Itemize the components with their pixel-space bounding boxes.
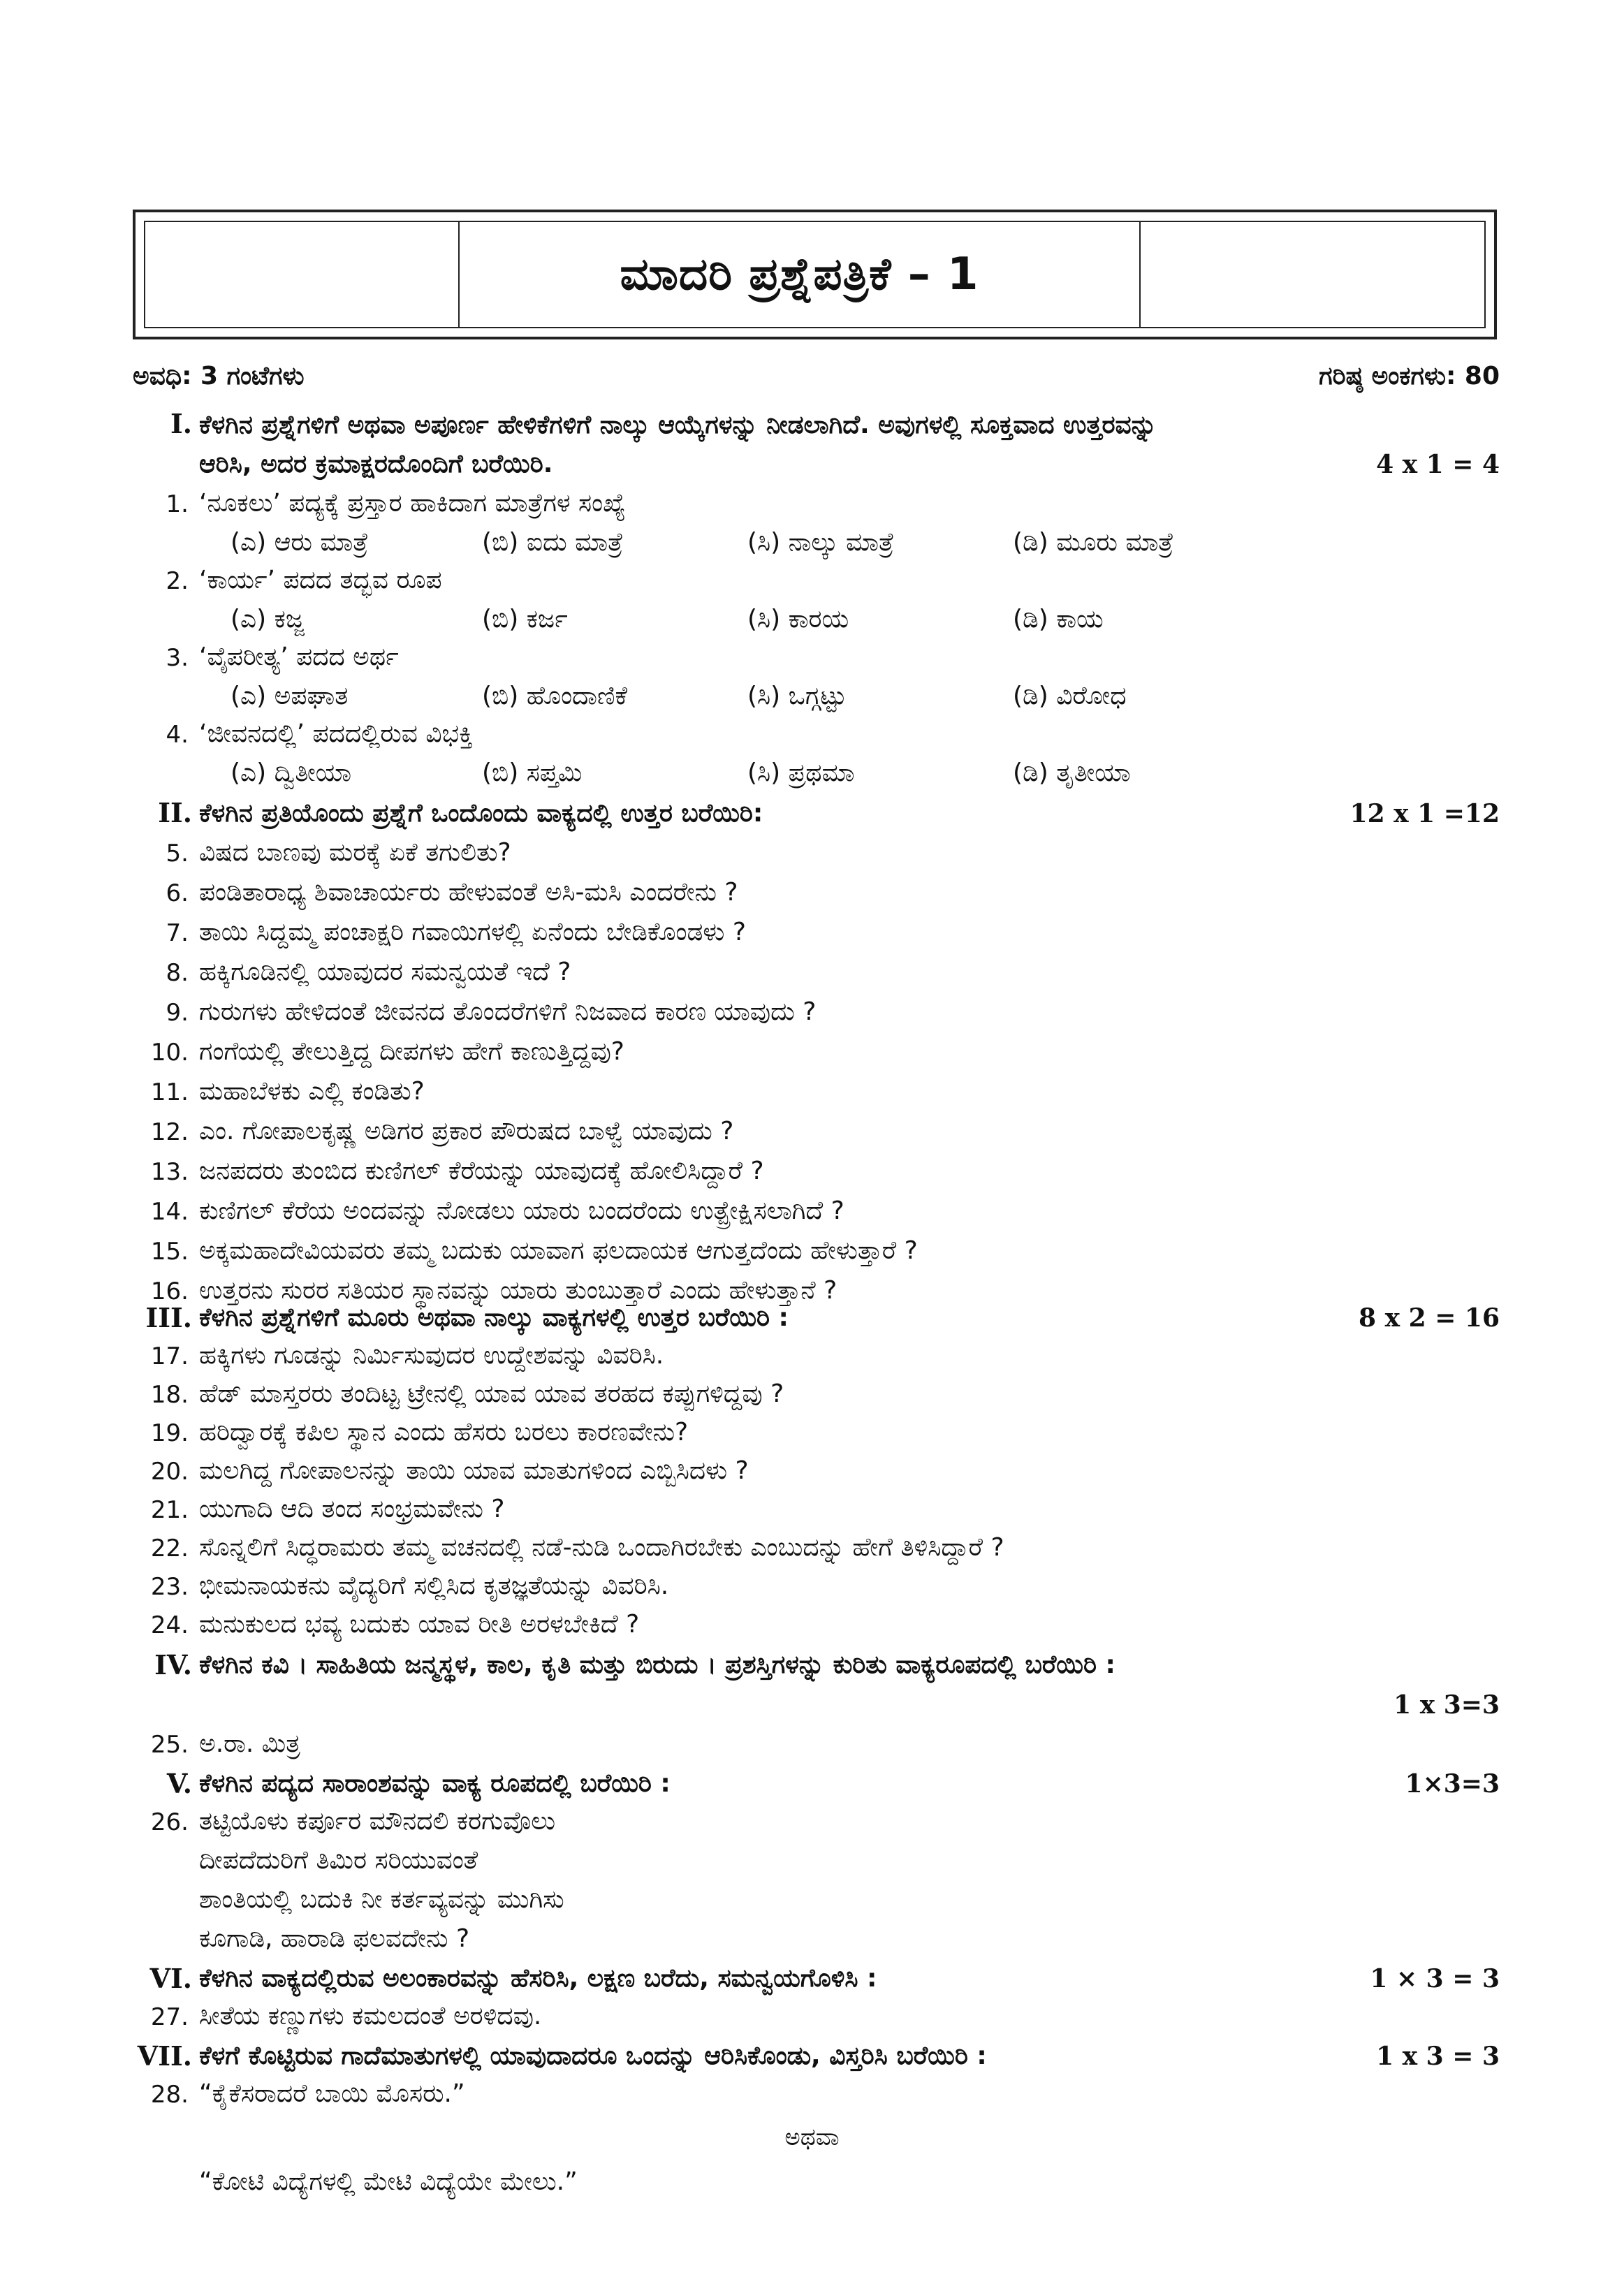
question-text: ಕುಣಿಗಲ್ ಕೆರೆಯ ಅಂದವನ್ನು ನೋಡಲು ಯಾರು ಬಂದರೆಂದು ಉತ್ಪ್ರೇಕ್ಷಿಸಲಾಗಿದೆ ?: [199, 1196, 844, 1225]
title-box: [133, 210, 1497, 339]
option-b: (ಬಿ) ಕರ್ಜ: [482, 605, 568, 634]
section-5-instruction: ಕೆಳಗಿನ ಪದ್ಯದ ಸಾರಾಂಶವನ್ನು ವಾಕ್ಯ ರೂಪದಲ್ಲಿ ಬರೆಯಿರಿ :: [199, 1769, 671, 1798]
question-number: 21.: [150, 1496, 189, 1524]
section-7-number: VII.: [137, 2040, 192, 2072]
question-text: ಹಕ್ಕಿಗೂಡಿನಲ್ಲಿ ಯಾವುದರ ಸಮನ್ವಯತೆ ಇದೆ ?: [199, 958, 571, 986]
question-number: 7.: [166, 919, 189, 947]
option-c: (ಸಿ) ಕಾರಯ: [747, 605, 849, 634]
question-number: 24.: [150, 1611, 189, 1639]
duration-label: ಅವಧಿ: 3 ಗಂಟೆಗಳು: [133, 362, 305, 390]
title-cell-right: [1141, 222, 1484, 327]
option-a: (ಎ) ಆರು ಮಾತ್ರೆ: [231, 528, 369, 557]
question-text: ವಿಷದ ಬಾಣವು ಮರಕ್ಕೆ ಏಕೆ ತಗುಲಿತು?: [199, 838, 511, 867]
title-cell-center: [460, 222, 1141, 327]
section-7-instruction: ಕೆಳಗೆ ಕೊಟ್ಟಿರುವ ಗಾದೆಮಾತುಗಳಲ್ಲಿ ಯಾವುದಾದರೂ ಒಂದನ್ನು ಆರಿಸಿಕೊಂಡು, ವಿಸ್ತರಿಸಿ ಬರೆಯಿರಿ :: [199, 2042, 987, 2070]
question-number: 19.: [150, 1419, 189, 1447]
option-a: (ಎ) ದ್ವಿತೀಯಾ: [231, 759, 352, 787]
section-6-marks: 1 × 3 = 3: [1370, 1964, 1500, 1993]
section-3-instruction: ಕೆಳಗಿನ ಪ್ರಶ್ನೆಗಳಿಗೆ ಮೂರು ಅಥವಾ ನಾಲ್ಕು ವಾಕ್ಯಗಳಲ್ಲಿ ಉತ್ತರ ಬರೆಯಿರಿ :: [199, 1303, 789, 1332]
poem-line-3: ಶಾಂತಿಯಲ್ಲಿ ಬದುಕಿ ನೀ ಕರ್ತವ್ಯವನ್ನು ಮುಗಿಸು: [199, 1885, 564, 1914]
question-number: 3.: [166, 644, 189, 672]
poem-line-1: ತಟ್ಟಿಯೊಳು ಕರ್ಪೂರ ಮೌನದಲಿ ಕರಗುವೊಲು: [199, 1807, 556, 1836]
question-text: ಗಂಗೆಯಲ್ಲಿ ತೇಲುತ್ತಿದ್ದ ದೀಪಗಳು ಹೇಗೆ ಕಾಣುತ್ತಿದ್ದವು?: [199, 1037, 624, 1066]
question-text: ಸೀತೆಯ ಕಣ್ಣುಗಳು ಕಮಲದಂತೆ ಅರಳಿದವು.: [199, 2002, 542, 2030]
question-text: ಸೊನ್ನಲಿಗೆ ಸಿದ್ಧರಾಮರು ತಮ್ಮ ವಚನದಲ್ಲಿ ನಡೆ-ನುಡಿ ಒಂದಾಗಿರಬೇಕು ಎಂಬುದನ್ನು ಹೇಗೆ ತಿಳಿಸಿದ್ದಾರೆ ?: [199, 1533, 1004, 1562]
question-text: ‘ಕಾರ್ಯ’ ಪದದ ತದ್ಭವ ರೂಪ: [199, 566, 442, 594]
question-text: ಹರಿದ್ವಾರಕ್ಕೆ ಕಪಿಲ ಸ್ಥಾನ ಎಂದು ಹೆಸರು ಬರಲು ಕಾರಣವೇನು?: [199, 1418, 689, 1447]
question-text: ತಾಯಿ ಸಿದ್ದಮ್ಮ ಪಂಚಾಕ್ಷರಿ ಗವಾಯಿಗಳಲ್ಲಿ ಏನೆಂದು ಬೇಡಿಕೊಂಡಳು ?: [199, 918, 746, 946]
question-number: 9.: [166, 999, 189, 1027]
section-7-marks: 1 x 3 = 3: [1376, 2042, 1500, 2071]
option-c: (ಸಿ) ಪ್ರಥಮಾ: [747, 759, 855, 787]
question-text: ಅ.ರಾ. ಮಿತ್ರ: [199, 1729, 300, 1758]
section-3-marks: 8 x 2 = 16: [1359, 1303, 1500, 1333]
question-number: 26.: [150, 1808, 189, 1836]
question-text: ಹಕ್ಕಿಗಳು ಗೂಡನ್ನು ನಿರ್ಮಿಸುವುದರ ಉದ್ದೇಶವನ್ನು ವಿವರಿಸಿ.: [199, 1341, 664, 1370]
title-frame: [144, 221, 1486, 328]
option-a: (ಎ) ಅಪಘಾತ: [231, 682, 349, 710]
question-number: 25.: [150, 1731, 189, 1759]
question-number: 16.: [150, 1278, 189, 1305]
question-number: 18.: [150, 1381, 189, 1409]
question-text: ಎಂ. ಗೋಪಾಲಕೃಷ್ಣ ಅಡಿಗರ ಪ್ರಕಾರ ಪೌರುಷದ ಬಾಳ್ವೆ ಯಾವುದು ?: [199, 1117, 734, 1145]
question-text: ಹೆಡ್ ಮಾಸ್ತರರು ತಂದಿಟ್ಟ ಟ್ರೇನಲ್ಲಿ ಯಾವ ಯಾವ ತರಹದ ಕಪ್ಪುಗಳಿದ್ದವು ?: [199, 1379, 784, 1408]
section-5-marks: 1×3=3: [1405, 1769, 1500, 1799]
question-text: ಉತ್ತರನು ಸುರರ ಸತಿಯರ ಸ್ಥಾನವನ್ನು ಯಾರು ತುಂಬುತ್ತಾರೆ ಎಂದು ಹೇಳುತ್ತಾನೆ ?: [199, 1276, 837, 1305]
option-c: (ಸಿ) ನಾಲ್ಕು ಮಾತ್ರೆ: [747, 528, 894, 557]
question-number: 4.: [166, 721, 189, 749]
question-number: 5.: [166, 840, 189, 868]
question-number: 17.: [150, 1342, 189, 1370]
option-a: (ಎ) ಕಜ್ಜ: [231, 605, 305, 634]
question-text: ‘ನೂಕಲು’ ಪದ್ಯಕ್ಕೆ ಪ್ರಸ್ತಾರ ಹಾಕಿದಾಗ ಮಾತ್ರೆಗಳ ಸಂಖ್ಯೆ: [199, 489, 626, 518]
section-4-number: IV.: [154, 1649, 192, 1681]
option-d: (ಡಿ) ಕಾಯ: [1013, 605, 1104, 634]
question-number: 20.: [150, 1458, 189, 1486]
option-c: (ಸಿ) ಒಗ್ಗಟ್ಟು: [747, 682, 847, 710]
section-2-instruction: ಕೆಳಗಿನ ಪ್ರತಿಯೊಂದು ಪ್ರಶ್ನೆಗೆ ಒಂದೊಂದು ವಾಕ್ಯದಲ್ಲಿ ಉತ್ತರ ಬರೆಯಿರಿ:: [199, 799, 763, 828]
question-text: ಅಕ್ಕಮಹಾದೇವಿಯವರು ತಮ್ಮ ಬದುಕು ಯಾವಾಗ ಫಲದಾಯಕ ಆಗುತ್ತದೆಂದು ಹೇಳುತ್ತಾರೆ ?: [199, 1236, 918, 1265]
question-text: ಮಹಾಬೆಳಕು ಎಲ್ಲಿ ಕಂಡಿತು?: [199, 1077, 425, 1106]
paper-title: ಮಾದರಿ ಪ್ರಶ್ನೆಪತ್ರಿಕೆ – 1: [620, 249, 979, 300]
question-text: ಮನುಕುಲದ ಭವ್ಯ ಬದುಕು ಯಾವ ರೀತಿ ಅರಳಬೇಕಿದೆ ?: [199, 1610, 640, 1639]
section-1-marks: 4 x 1 = 4: [1376, 450, 1500, 479]
question-number: 27.: [150, 2003, 189, 2031]
section-1-instruction-line1: ಕೆಳಗಿನ ಪ್ರಶ್ನೆಗಳಿಗೆ ಅಥವಾ ಅಪೂರ್ಣ ಹೇಳಿಕೆಗಳಿಗೆ ನಾಲ್ಕು ಆಯ್ಕೆಗಳನ್ನು ನೀಡಲಾಗಿದೆ. ಅವುಗಳಲ್ಲಿ ಸೂಕ್ತವಾದ ಉತ್ತರವನ್ನು: [199, 411, 1157, 439]
question-text: ಪಂಡಿತಾರಾಧ್ಯ ಶಿವಾಚಾರ್ಯರು ಹೇಳುವಂತೆ ಅಸಿ-ಮಸಿ ಎಂದರೇನು ?: [199, 878, 738, 907]
question-text: ಗುರುಗಳು ಹೇಳಿದಂತೆ ಜೀವನದ ತೊಂದರೆಗಳಿಗೆ ನಿಜವಾದ ಕಾರಣ ಯಾವುದು ?: [199, 997, 817, 1026]
option-b: (ಬಿ) ಹೊಂದಾಣಿಕೆ: [482, 682, 628, 710]
poem-line-4: ಕೂಗಾಡಿ, ಹಾರಾಡಿ ಫಲವದೇನು ?: [199, 1924, 470, 1953]
poem-line-2: ದೀಪದೆದುರಿಗೆ ತಿಮಿರ ಸರಿಯುವಂತೆ: [199, 1846, 478, 1875]
or-label: ಅಥವಾ: [784, 2123, 840, 2151]
section-1-number: I.: [170, 408, 192, 439]
question-number: 28.: [150, 2081, 189, 2109]
option-b: (ಬಿ) ಸಪ್ತಮಿ: [482, 759, 583, 787]
question-text: ಜನಪದರು ತುಂಬಿದ ಕುಣಿಗಲ್ ಕೆರೆಯನ್ನು ಯಾವುದಕ್ಕೆ ಹೋಲಿಸಿದ್ದಾರೆ ?: [199, 1157, 764, 1185]
question-number: 1.: [166, 490, 189, 518]
question-number: 2.: [166, 567, 189, 595]
question-number: 11.: [150, 1078, 189, 1106]
question-number: 22.: [150, 1535, 189, 1562]
section-4-instruction: ಕೆಳಗಿನ ಕವಿ । ಸಾಹಿತಿಯ ಜನ್ಮಸ್ಥಳ, ಕಾಲ, ಕೃತಿ ಮತ್ತು ಬಿರುದು । ಪ್ರಶಸ್ತಿಗಳನ್ನು ಕುರಿತು ವಾಕ್ಯರೂಪದಲ್ಲಿ ಬರೆಯಿರಿ :: [199, 1650, 1115, 1679]
section-4-marks: 1 x 3=3: [1393, 1690, 1500, 1720]
section-2-number: II.: [158, 797, 192, 828]
option-b: (ಬಿ) ಐದು ಮಾತ್ರೆ: [482, 528, 624, 557]
question-text: ‘ಜೀವನದಲ್ಲಿ’ ಪದದಲ್ಲಿರುವ ವಿಭಕ್ತಿ: [199, 719, 474, 748]
section-5-number: V.: [166, 1768, 192, 1799]
option-d: (ಡಿ) ಮೂರು ಮಾತ್ರೆ: [1013, 528, 1174, 557]
question-number: 12.: [150, 1118, 189, 1146]
section-6-number: VI.: [149, 1963, 192, 1994]
proverb-2: “ಕೋಟಿ ವಿದ್ಯೆಗಳಲ್ಲಿ ಮೇಟಿ ವಿದ್ಯೆಯೇ ಮೇಲು.”: [199, 2167, 578, 2196]
question-number: 10.: [150, 1039, 189, 1067]
section-6-instruction: ಕೆಳಗಿನ ವಾಕ್ಯದಲ್ಲಿರುವ ಅಲಂಕಾರವನ್ನು ಹೆಸರಿಸಿ, ಲಕ್ಷಣ ಬರೆದು, ಸಮನ್ವಯಗೊಳಿಸಿ :: [199, 1964, 877, 1993]
option-d: (ಡಿ) ತೃತೀಯಾ: [1013, 759, 1131, 787]
proverb-1: “ಕೈಕೆಸರಾದರೆ ಬಾಯಿ ಮೊಸರು.”: [199, 2079, 465, 2108]
section-1-instruction-line2: ಆರಿಸಿ, ಅದರ ಕ್ರಮಾಕ್ಷರದೊಂದಿಗೆ ಬರೆಯಿರಿ.: [199, 450, 553, 478]
question-number: 6.: [166, 879, 189, 907]
question-text: ಯುಗಾದಿ ಆದಿ ತಂದ ಸಂಭ್ರಮವೇನು ?: [199, 1495, 505, 1523]
question-text: ಭೀಮನಾಯಕನು ವೈದ್ಯರಿಗೆ ಸಲ್ಲಿಸಿದ ಕೃತಜ್ಞತೆಯನ್ನು ವಿವರಿಸಿ.: [199, 1572, 669, 1600]
title-cell-left: [145, 222, 460, 327]
section-2-marks: 12 x 1 =12: [1349, 799, 1500, 828]
option-d: (ಡಿ) ವಿರೋಧ: [1013, 682, 1127, 710]
question-text: ‘ವೈಪರೀತ್ಯ’ ಪದದ ಅರ್ಥ: [199, 643, 399, 671]
question-number: 15.: [150, 1238, 189, 1266]
max-marks-label: ಗರಿಷ್ಠ ಅಂಕಗಳು: 80: [1319, 362, 1500, 390]
question-number: 23.: [150, 1573, 189, 1601]
section-3-number: III.: [145, 1302, 192, 1333]
question-number: 14.: [150, 1198, 189, 1226]
question-number: 13.: [150, 1158, 189, 1186]
question-number: 8.: [166, 959, 189, 987]
question-text: ಮಲಗಿದ್ದ ಗೋಪಾಲನನ್ನು ತಾಯಿ ಯಾವ ಮಾತುಗಳಿಂದ ಎಬ್ಬಿಸಿದಳು ?: [199, 1456, 749, 1485]
